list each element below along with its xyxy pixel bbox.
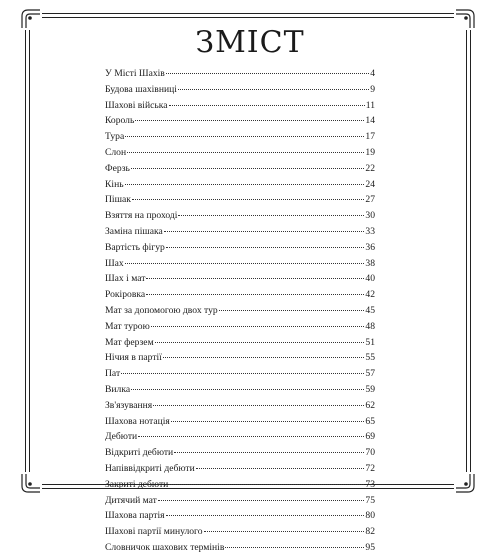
toc-entry-label: Закриті дебюти [105, 478, 169, 490]
dot-leader [164, 231, 365, 232]
toc-entry-label: Будова шахівниці [105, 83, 177, 95]
toc-entry-label: Пішак [105, 194, 131, 206]
toc-entry-label: Мат ферзем [105, 336, 154, 348]
toc-entry-label: Шахова партія [105, 510, 165, 522]
toc-entry-label: Тура [105, 131, 125, 143]
toc-entry-label: Заміна пішака [105, 225, 163, 237]
toc-entry-page: 38 [365, 257, 375, 269]
toc-entry-page: 70 [365, 447, 375, 459]
dot-leader [169, 105, 365, 106]
dot-leader [135, 120, 364, 121]
toc-entry[interactable] [105, 208, 375, 224]
corner-ornament [20, 472, 42, 494]
toc-entry-label: Рокіровка [105, 289, 146, 301]
toc-entry-page: 95 [365, 541, 375, 553]
toc-entry-page: 72 [365, 462, 375, 474]
toc-entry-page: 36 [365, 241, 375, 253]
toc-entry-page: 30 [365, 210, 375, 222]
dot-leader [131, 389, 364, 390]
dot-leader [132, 199, 365, 200]
toc-entry[interactable] [105, 493, 375, 509]
toc-entry[interactable] [105, 271, 375, 287]
dot-leader [131, 168, 364, 169]
toc-entry[interactable] [105, 256, 375, 272]
toc-entry-label: Відкриті дебюти [105, 447, 174, 459]
toc-entry-page: 80 [365, 510, 375, 522]
toc-entry[interactable] [105, 66, 375, 82]
toc-entry-label: Дитячий мат [105, 494, 157, 506]
toc-entry[interactable] [105, 113, 375, 129]
toc-entry[interactable] [105, 335, 375, 351]
toc-entry-page: 27 [365, 194, 375, 206]
toc-entry-label: Ферзь [105, 162, 130, 174]
toc-entry[interactable] [105, 177, 375, 193]
toc-entry[interactable] [105, 414, 375, 430]
toc-entry[interactable] [105, 240, 375, 256]
toc-entry-label: Дебюти [105, 431, 138, 443]
toc-entry-label: Мат турою [105, 320, 150, 332]
toc-entry-page: 14 [365, 115, 375, 127]
dot-leader [163, 357, 365, 358]
toc-entry[interactable] [105, 319, 375, 335]
toc-entry-page: 17 [365, 131, 375, 143]
dot-leader [174, 452, 364, 453]
toc-entry[interactable] [105, 161, 375, 177]
dot-leader [146, 294, 364, 295]
toc-entry[interactable] [105, 477, 375, 493]
dot-leader [153, 405, 364, 406]
toc-entry-page: 48 [365, 320, 375, 332]
toc-entry-page: 55 [365, 352, 375, 364]
toc-entry[interactable] [105, 398, 375, 414]
toc-entry[interactable] [105, 192, 375, 208]
page-title: ЗМІСТ [195, 25, 305, 60]
toc-entry[interactable] [105, 540, 375, 556]
toc-entry-label: Взяття на проході [105, 210, 178, 222]
toc-entry-label: Напіввідкриті дебюти [105, 462, 195, 474]
dot-leader [151, 326, 365, 327]
toc-entry-label: У Місті Шахів [105, 68, 165, 79]
toc-entry-page: 11 [365, 99, 375, 111]
toc-entry-page: 33 [365, 225, 375, 237]
dot-leader [146, 278, 364, 279]
toc-entry-page: 4 [370, 68, 375, 79]
toc-entry-label: Шах [105, 257, 124, 269]
toc-entry-page: 40 [365, 273, 375, 285]
toc-entry-label: Словничок шахових термінів [105, 541, 225, 553]
toc-entry[interactable] [105, 461, 375, 477]
toc-entry-label: Пат [105, 368, 121, 380]
dot-leader [204, 531, 365, 532]
dot-leader [196, 468, 365, 469]
corner-ornament [454, 472, 476, 494]
dot-leader [125, 184, 365, 185]
toc-entry-page: 75 [365, 494, 375, 506]
toc-entry-label: Шахова нотація [105, 415, 170, 427]
toc-entry-label: Слон [105, 146, 127, 158]
toc-entry-page: 57 [365, 368, 375, 380]
toc-entry[interactable] [105, 429, 375, 445]
toc-entry-page: 82 [365, 526, 375, 538]
toc-entry-page: 9 [370, 83, 375, 95]
dot-leader [127, 152, 364, 153]
toc-entry[interactable] [105, 303, 375, 319]
toc-entry[interactable] [105, 524, 375, 540]
dot-leader [166, 247, 365, 248]
dot-leader [171, 421, 365, 422]
toc-entry-page: 65 [365, 415, 375, 427]
toc-entry-label: Мат за допомогою двох тур [105, 304, 218, 316]
dot-leader [178, 89, 369, 90]
toc-entry-label: Шахові партії минулого [105, 526, 203, 538]
toc-entry-page: 45 [365, 304, 375, 316]
toc-entry-label: Вартість фігур [105, 241, 165, 253]
dot-leader [169, 484, 364, 485]
toc-entry-page: 19 [365, 146, 375, 158]
toc-entry-page: 59 [365, 383, 375, 395]
toc-entry[interactable] [105, 508, 375, 524]
dot-leader [225, 547, 364, 548]
dot-leader [125, 136, 364, 137]
dot-leader [138, 436, 364, 437]
toc-entry-page: 24 [365, 178, 375, 190]
toc-entry[interactable] [105, 382, 375, 398]
toc-entry[interactable] [105, 98, 375, 114]
toc-entry-label: Шах і мат [105, 273, 146, 285]
toc-entry-page: 22 [365, 162, 375, 174]
toc-entry-label: Зв'язування [105, 399, 153, 411]
toc-entry-page: 73 [365, 478, 375, 490]
dot-leader [219, 310, 365, 311]
dot-leader [155, 342, 365, 343]
toc-entry[interactable] [105, 224, 375, 240]
toc-entry-label: Король [105, 115, 135, 127]
dot-leader [121, 373, 364, 374]
toc-entry[interactable] [105, 350, 375, 366]
toc-entry-page: 62 [365, 399, 375, 411]
toc-entry[interactable] [105, 366, 375, 382]
toc-entry-label: Кінь [105, 178, 124, 190]
toc-entry[interactable] [105, 129, 375, 145]
toc-entry-label: Вилка [105, 383, 131, 395]
table-of-contents [105, 66, 375, 556]
toc-entry-label: Шахові війська [105, 99, 168, 111]
dot-leader [166, 515, 365, 516]
toc-entry-page: 69 [365, 431, 375, 443]
toc-entry-label: Нічия в партії [105, 352, 162, 364]
toc-entry-page: 51 [365, 336, 375, 348]
toc-entry-page: 42 [365, 289, 375, 301]
toc-entry[interactable] [105, 445, 375, 461]
dot-leader [166, 73, 369, 74]
toc-entry[interactable] [105, 145, 375, 161]
dot-leader [125, 263, 365, 264]
toc-entry[interactable] [105, 82, 375, 98]
toc-entry[interactable] [105, 287, 375, 303]
dot-leader [178, 215, 364, 216]
